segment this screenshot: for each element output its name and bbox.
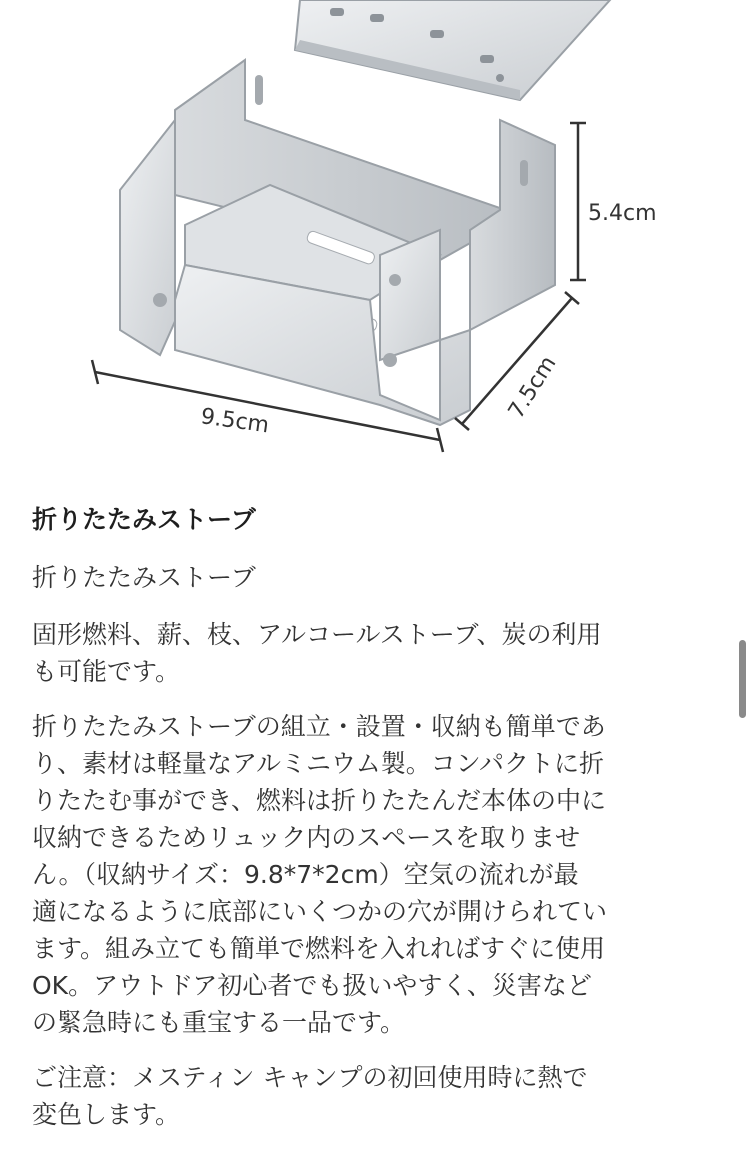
- product-subtitle: 折りたたみストーブ: [32, 563, 256, 592]
- folding-stove-illustration: [0, 0, 750, 488]
- product-description: [32, 500, 722, 1133]
- text-line: ん。（収納サイズ：9.8*7*2cm）空気の流れが最: [32, 860, 579, 889]
- text-line: 折りたたみストーブの組立・設置・収納も簡単であ: [32, 712, 606, 741]
- product-image: [0, 0, 750, 488]
- text-line: 変色します。: [32, 1100, 181, 1129]
- caution-paragraph: [32, 1059, 722, 1133]
- usage-paragraph: [32, 616, 722, 690]
- folded-stove-shape: [295, 0, 610, 100]
- text-line: OK。アウトドア初心者でも扱いやすく、災害など: [32, 971, 592, 1000]
- height-dimension-label: 5.4cm: [588, 201, 657, 226]
- text-line: 固形燃料、薪、枝、アルコールストーブ、炭の利用: [32, 620, 602, 649]
- text-line: ご注意：メスティン キャンプの初回使用時に熱で: [32, 1063, 588, 1092]
- text-line: 収納できるためリュック内のスペースを取りませ: [32, 823, 581, 852]
- assembled-stove-shape: [120, 60, 555, 425]
- features-paragraph: [32, 708, 722, 1041]
- text-line: ます。組み立ても簡単で燃料を入れればすぐに使用: [32, 934, 606, 963]
- text-line: 適になるように底部にいくつかの穴が開けられてい: [32, 897, 608, 926]
- text-line: り、素材は軽量なアルミニウム製。コンパクトに折: [32, 749, 605, 778]
- text-line: りたたむ事ができ、燃料は折りたたんだ本体の中に: [32, 786, 607, 815]
- text-line: の緊急時にも重宝する一品です。: [32, 1008, 406, 1037]
- vertical-scrollbar[interactable]: [739, 640, 746, 718]
- width-dimension-label: 9.5cm: [199, 404, 271, 439]
- text-line: も可能です。: [32, 657, 181, 686]
- depth-dimension-label: 7.5cm: [503, 351, 562, 424]
- product-title: 折りたたみストーブ: [32, 505, 256, 534]
